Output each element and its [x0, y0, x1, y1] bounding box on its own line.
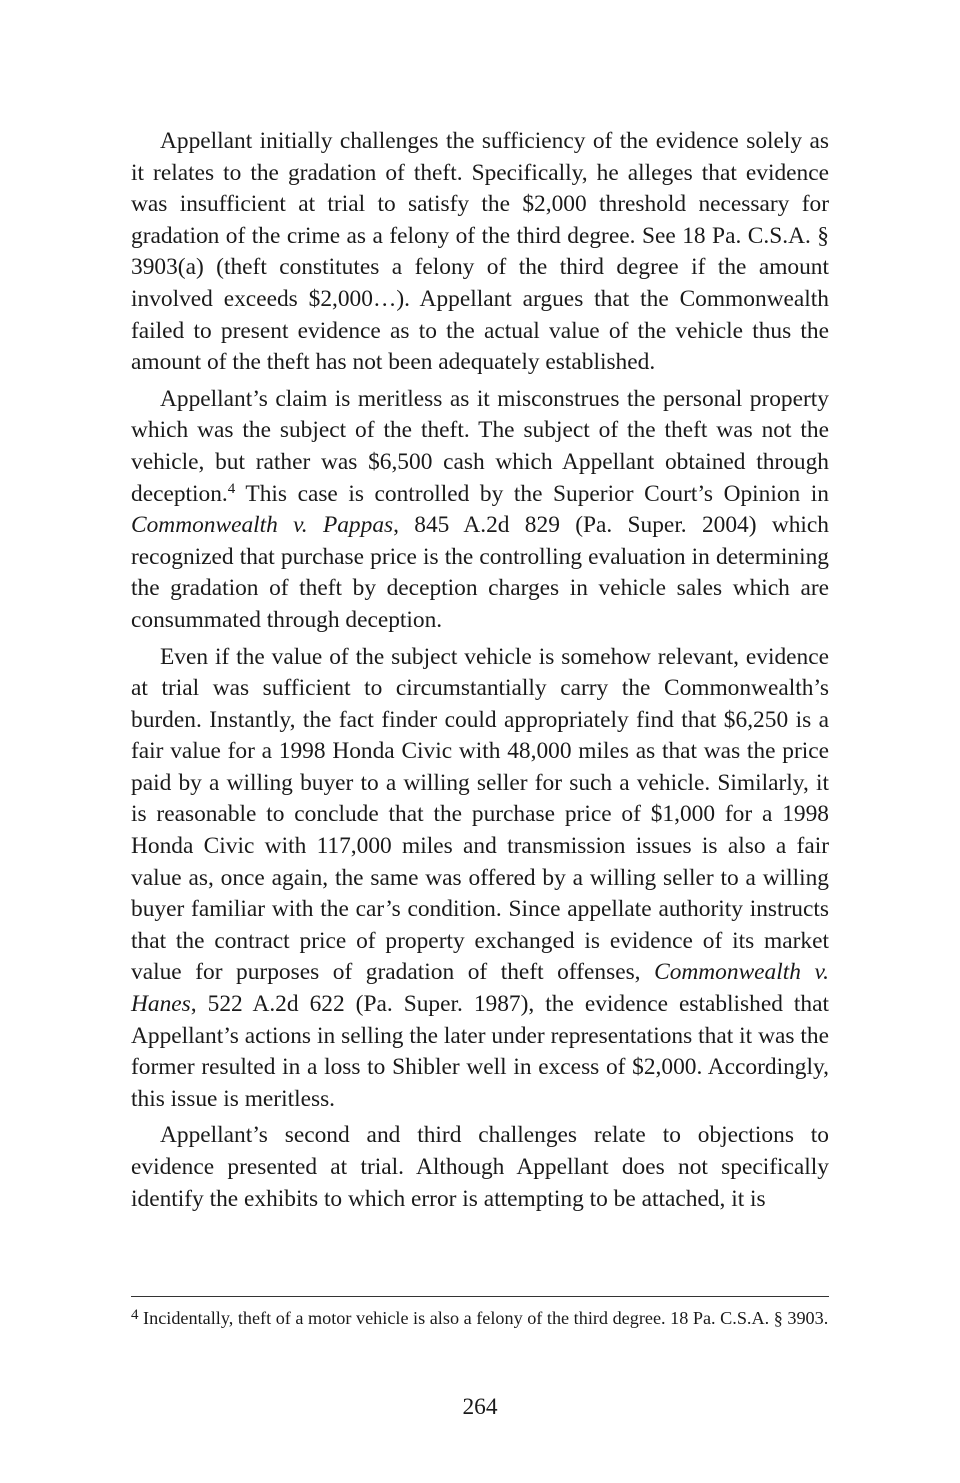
paragraph-4-text: Appellant’s second and third challenges relate to objections to evidence presented at trial. Although Appellant does not specifically identify the exhibits to which error is attempting to be attached, it is [131, 1122, 829, 1212]
paragraph-3-text-a: Even if the value of the subject vehicle is somehow relevant, evidence at trial was sufficient to circumstantially carry the Commonwealth’s burden. Instantly, the fact finder could appropriately find that $6,250 is a fair value for a 1998 Honda Civic with 48,000 miles as that was the price paid by a willing buyer to a willing seller for such a vehicle. Similarly, it is reasonable to conclude that the purchase price of $1,000 for a 1998 Honda Civic with 117,000 miles and transmission issues is also a fair value as, once again, the same was offered by a willing seller to a willing buyer familiar with the car’s condition. Since appellate authority instructs that the contract price of property exchanged is evidence of its market value for purposes of gradation of theft offenses, [131, 643, 829, 986]
case-citation-hanes: Commonwealth v. Hanes [131, 959, 829, 1018]
paragraph-3-text-b: , 522 A.2d 622 (Pa. Super. 1987), the evidence established that Appellant’s actions in selling the later under representations that it was the former resulted in a loss to Shibler well in excess of $2,000. Accordingly, this issue is meritless. [131, 991, 829, 1112]
paragraph-2-text-c: , 845 A.2d 829 (Pa. Super. 2004) which recognized that purchase price is the controlling evaluation in determining the gradation of theft by deception charges in vehicle sales which are consummated through deception. [131, 512, 830, 633]
paragraph-3 [131, 642, 829, 1116]
footnote-reference-4[interactable]: 4 [227, 480, 236, 497]
paragraph-2 [131, 384, 829, 637]
paragraph-1-text: Appellant initially challenges the sufficiency of the evidence solely as it relates to the gradation of theft. Specifically, he alleges that evidence was insufficient at trial to satisfy the $2,000 threshold necessary for gradation of the crime as a felony of the third degree. See 18 Pa. C.S.A. § 3903(a) (theft constitutes a felony of the third degree if the amount involved exceeds $2,000…). Appellant argues that the Commonwealth failed to present evidence as to the actual value of the vehicle thus the amount of the theft has not been adequately established. [131, 128, 829, 376]
footnote-marker: 4 [131, 1307, 139, 1323]
paragraph-1 [131, 126, 829, 379]
document-body [131, 126, 829, 1220]
paragraph-4 [131, 1120, 829, 1215]
footnote-4 [131, 1306, 829, 1331]
footnote-divider [131, 1296, 829, 1297]
case-citation-pappas: Commonwealth v. Pappas [131, 512, 394, 539]
paragraph-2-text-a: Appellant’s claim is meritless as it misconstrues the personal property which was the subject of the theft. The subject of the theft was not the vehicle, but rather was $6,500 cash which Appellant obtained through deception. [131, 385, 829, 507]
paragraph-2-text-b: This case is controlled by the Superior Court’s Opinion in [235, 480, 829, 507]
footnote-text: Incidentally, theft of a motor vehicle is also a felony of the third degree. 18 Pa. C.S.A. § 3903. [138, 1308, 829, 1328]
page-number: 264 [462, 1394, 498, 1420]
